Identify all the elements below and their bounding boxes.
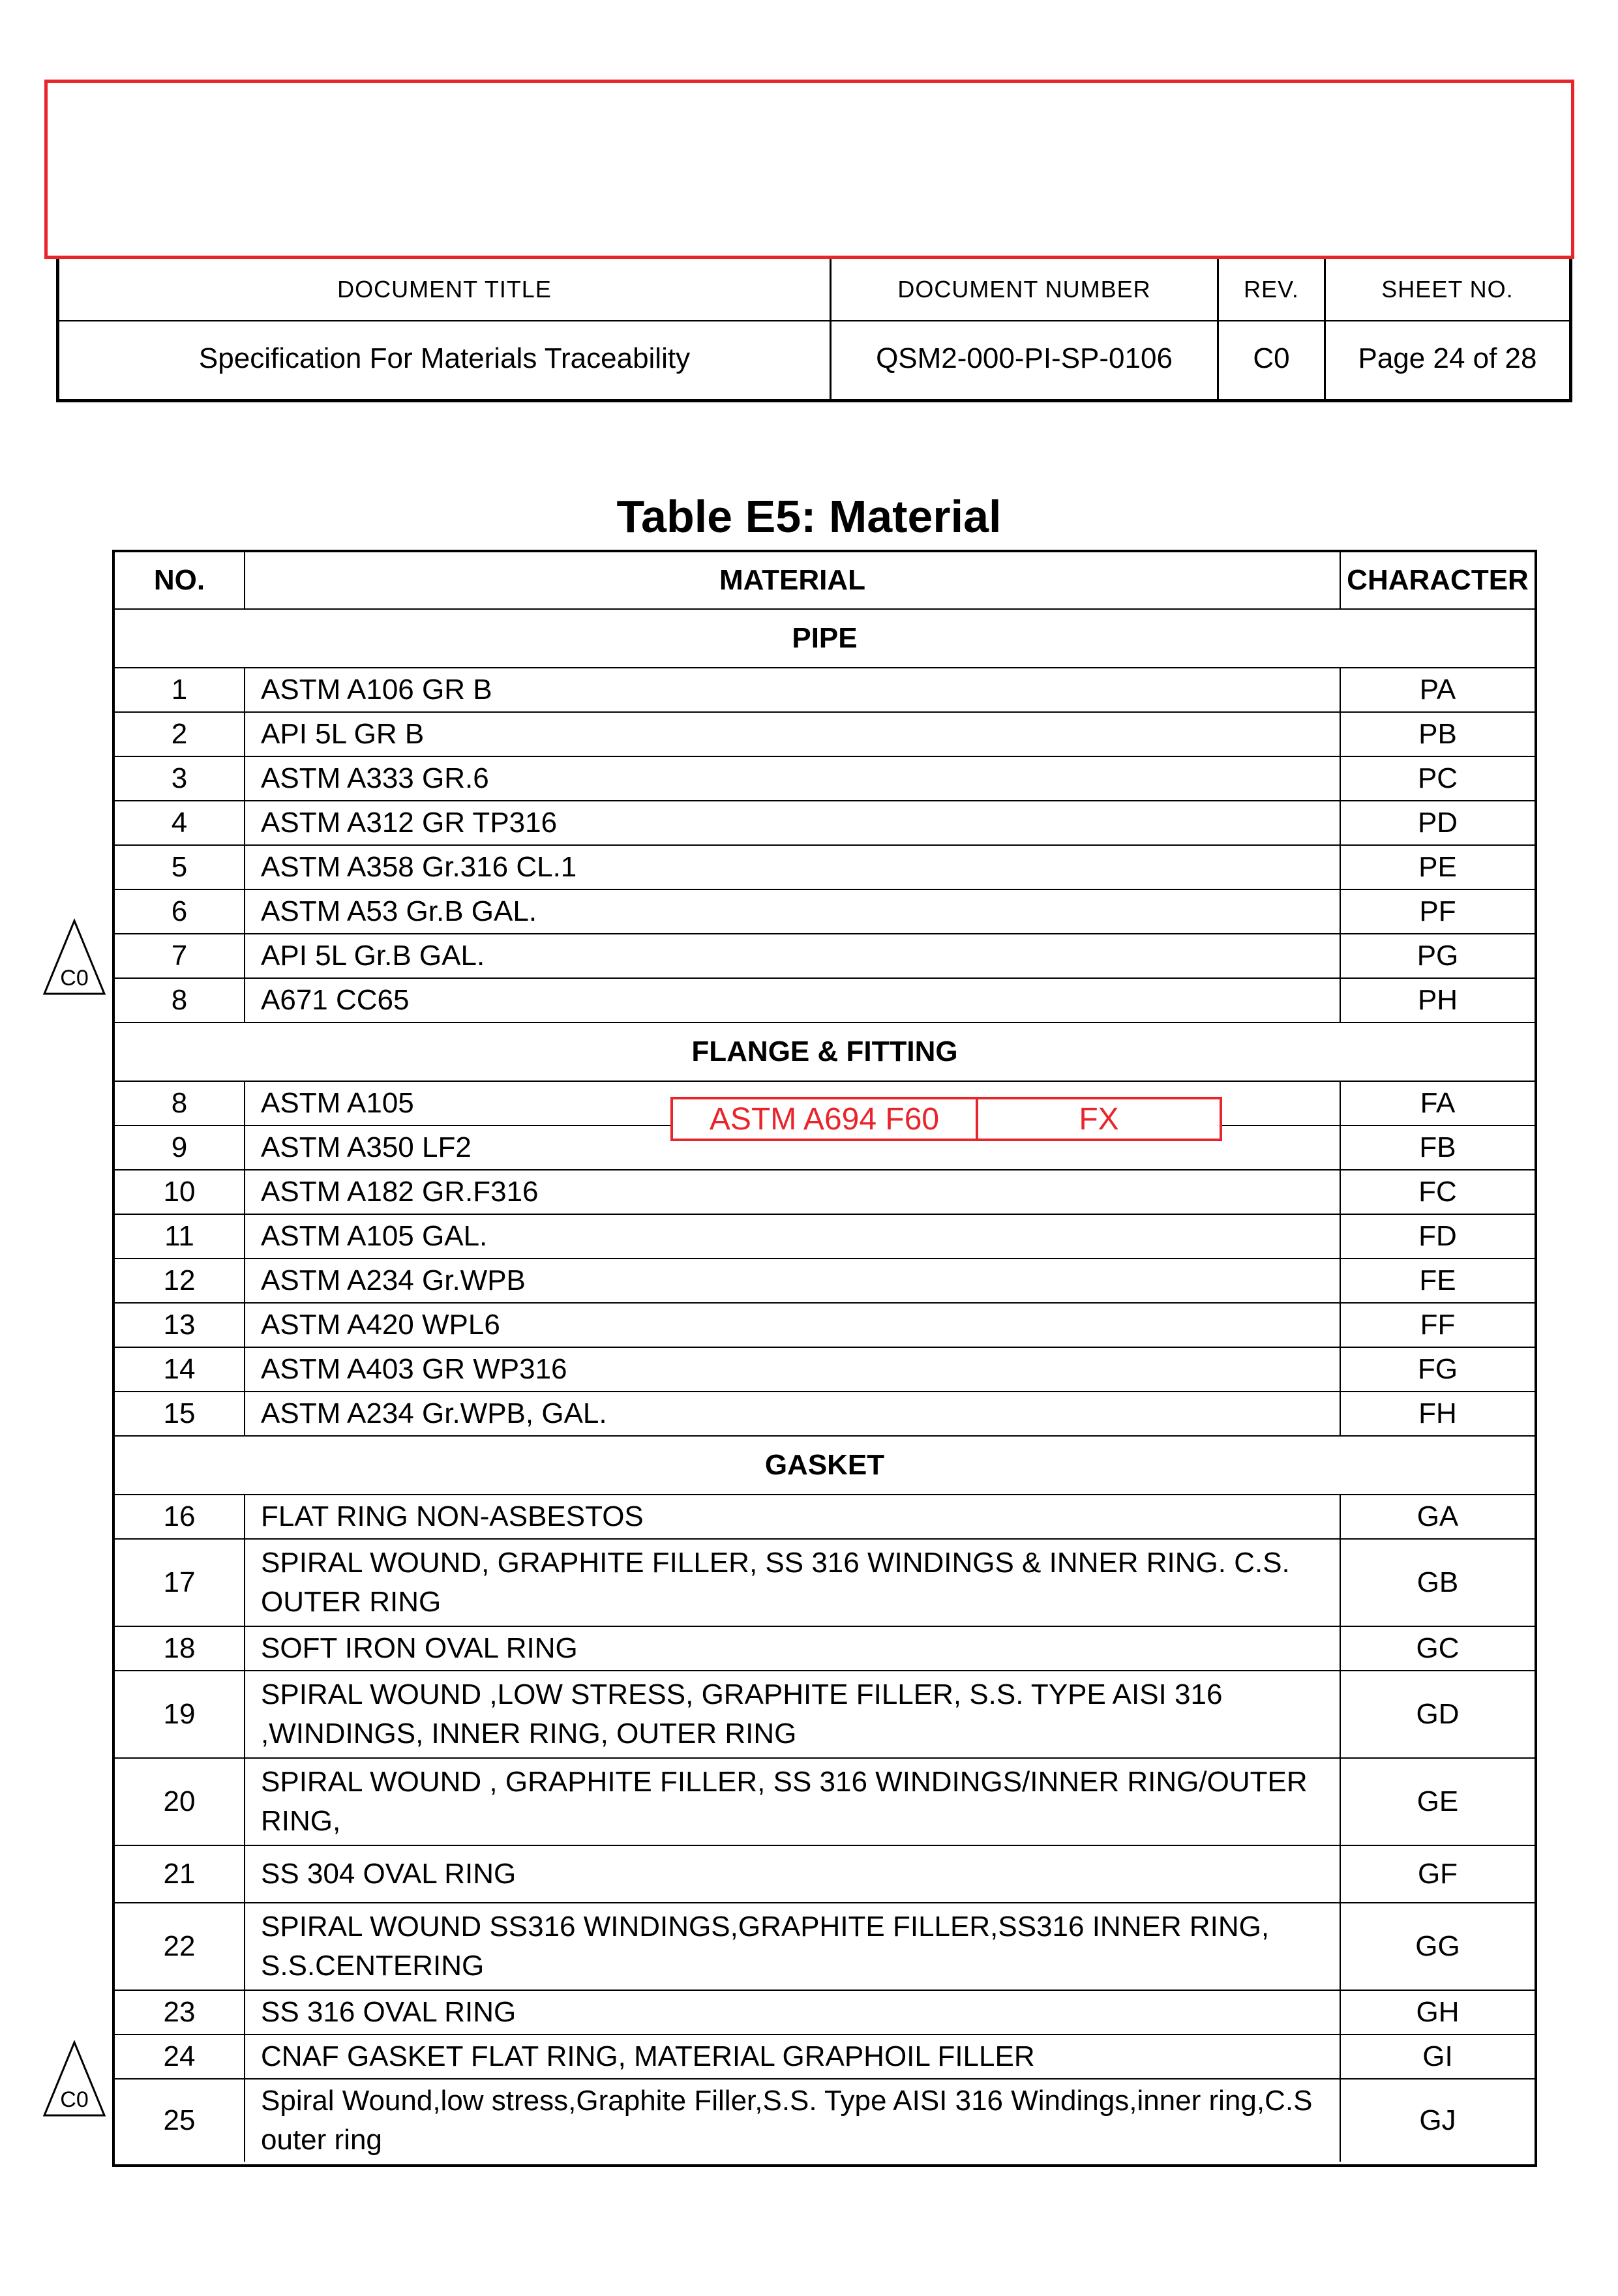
row-material: API 5L GR B	[245, 713, 1341, 756]
row-number: 22	[115, 1903, 245, 1990]
row-character: PB	[1418, 718, 1457, 750]
table-row	[115, 890, 1535, 934]
table-row	[115, 1495, 1535, 1540]
revision-mark: C0	[60, 2087, 89, 2112]
table-row	[115, 1170, 1535, 1215]
revision-triangle-icon	[42, 918, 107, 996]
row-number: 2	[115, 713, 245, 756]
row-character: FC	[1418, 1176, 1457, 1208]
table-row	[115, 1259, 1535, 1304]
section-header-row: PIPE	[115, 610, 1535, 668]
row-material: ASTM A312 GR TP316	[245, 801, 1341, 844]
row-material: ASTM A106 GR B	[245, 668, 1341, 711]
row-number: 13	[115, 1304, 245, 1347]
row-number: 10	[115, 1170, 245, 1214]
table-row	[115, 1903, 1535, 1991]
row-material: ASTM A105 GAL.	[245, 1215, 1341, 1258]
row-material: ASTM A350 LF2	[245, 1126, 1341, 1169]
row-number: 14	[115, 1348, 245, 1391]
row-character: GB	[1416, 1566, 1459, 1598]
row-character: FF	[1420, 1309, 1456, 1341]
table-row	[115, 1846, 1535, 1903]
table-title: Table E5: Material	[616, 491, 1002, 542]
row-number: 15	[115, 1392, 245, 1435]
row-material: FLAT RING NON-ASBESTOS	[245, 1495, 1341, 1538]
row-material: ASTM A403 GR WP316	[245, 1348, 1341, 1391]
header-red-frame	[44, 80, 1574, 259]
row-material: SS 316 OVAL RING	[245, 1991, 1341, 2034]
row-number: 12	[115, 1259, 245, 1302]
table-row	[115, 1671, 1535, 1759]
revision-triangle-icon	[42, 2040, 107, 2118]
table-row	[115, 757, 1535, 801]
row-number: 1	[115, 668, 245, 711]
row-number: 9	[115, 1126, 245, 1169]
row-number: 23	[115, 1991, 245, 2034]
table-row	[115, 1392, 1535, 1437]
row-character: FH	[1418, 1397, 1457, 1429]
column-header-material: MATERIAL	[245, 552, 1341, 608]
row-number: 3	[115, 757, 245, 800]
row-character: GC	[1416, 1632, 1460, 1664]
row-character: GE	[1416, 1785, 1459, 1817]
table-row	[115, 1991, 1535, 2035]
row-character: PH	[1417, 984, 1458, 1016]
row-character: PA	[1419, 674, 1456, 706]
table-row	[115, 2035, 1535, 2080]
row-material: ASTM A234 Gr.WPB, GAL.	[245, 1392, 1341, 1435]
table-row	[115, 1540, 1535, 1627]
row-character: GA	[1416, 1500, 1459, 1532]
row-character: GF	[1417, 1858, 1458, 1890]
row-number: 21	[115, 1846, 245, 1902]
row-number: 8	[115, 1082, 245, 1125]
row-character: GI	[1422, 2040, 1453, 2072]
row-material: ASTM A105	[245, 1082, 1341, 1125]
sheet-no-value: Page 24 of 28	[1358, 342, 1537, 374]
doc-title-value: Specification For Materials Traceability	[198, 342, 691, 374]
row-character: FB	[1419, 1131, 1456, 1163]
row-material: SS 304 OVAL RING	[245, 1846, 1341, 1902]
row-material: ASTM A53 Gr.B GAL.	[245, 890, 1341, 933]
table-row	[115, 1348, 1535, 1392]
table-row	[115, 801, 1535, 846]
table-row	[115, 934, 1535, 979]
row-number: 16	[115, 1495, 245, 1538]
row-number: 25	[115, 2080, 245, 2162]
row-number: 20	[115, 1759, 245, 1845]
row-material: SPIRAL WOUND ,LOW STRESS, GRAPHITE FILLER, S.S. TYPE AISI 316 ,WINDINGS, INNER RING, OUTER RING	[245, 1671, 1341, 1757]
row-material: CNAF GASKET FLAT RING, MATERIAL GRAPHOIL FILLER	[245, 2035, 1341, 2078]
row-material: ASTM A182 GR.F316	[245, 1170, 1341, 1214]
row-material: ASTM A420 WPL6	[245, 1304, 1341, 1347]
row-character: FG	[1417, 1353, 1458, 1385]
row-character: GG	[1415, 1930, 1460, 1962]
row-material: ASTM A333 GR.6	[245, 757, 1341, 800]
table-header-row	[115, 552, 1535, 610]
row-number: 6	[115, 890, 245, 933]
row-character: GH	[1416, 1996, 1460, 2028]
table-row	[115, 668, 1535, 713]
column-header-character: CHARACTER	[1347, 564, 1529, 596]
row-character: GD	[1416, 1698, 1460, 1730]
row-material: A671 CC65	[245, 979, 1341, 1022]
row-character: PC	[1417, 762, 1458, 794]
doc-number-value: QSM2-000-PI-SP-0106	[876, 342, 1173, 374]
table-row	[115, 713, 1535, 757]
annotation-character: FX	[976, 1097, 1222, 1141]
section-header-row: FLANGE & FITTING	[115, 1023, 1535, 1082]
row-character: FD	[1418, 1220, 1457, 1252]
rev-value: C0	[1253, 342, 1290, 374]
row-number: 11	[115, 1215, 245, 1258]
row-character: FA	[1420, 1087, 1456, 1119]
table-row	[115, 979, 1535, 1023]
row-character: PD	[1417, 807, 1458, 839]
row-number: 8	[115, 979, 245, 1022]
annotation-material: ASTM A694 F60	[670, 1097, 978, 1141]
doc-title-label: DOCUMENT TITLE	[337, 276, 552, 303]
row-character: PE	[1418, 851, 1457, 883]
document-header	[56, 259, 1572, 402]
row-character: GJ	[1419, 2104, 1456, 2136]
row-number: 5	[115, 846, 245, 889]
revision-mark: C0	[60, 966, 89, 991]
doc-number-label: DOCUMENT NUMBER	[897, 276, 1151, 303]
row-number: 19	[115, 1671, 245, 1757]
rev-label: REV.	[1244, 276, 1299, 303]
table-row	[115, 2080, 1535, 2162]
table-row	[115, 1215, 1535, 1259]
row-material: SPIRAL WOUND , GRAPHITE FILLER, SS 316 WINDINGS/INNER RING/OUTER RING,	[245, 1759, 1341, 1845]
table-row	[115, 1304, 1535, 1348]
table-row	[115, 846, 1535, 890]
table-row	[115, 1759, 1535, 1846]
row-material: ASTM A358 Gr.316 CL.1	[245, 846, 1341, 889]
material-table	[112, 550, 1537, 2167]
row-character: PF	[1419, 895, 1456, 927]
table-row	[115, 1627, 1535, 1671]
column-header-no: NO.	[115, 552, 245, 608]
row-character: FE	[1419, 1264, 1456, 1296]
row-material: Spiral Wound,low stress,Graphite Filler,S.S. Type AISI 316 Windings,inner ring,C.S outer ring	[245, 2080, 1341, 2162]
row-number: 17	[115, 1540, 245, 1626]
row-material: API 5L Gr.B GAL.	[245, 934, 1341, 977]
row-number: 4	[115, 801, 245, 844]
row-number: 24	[115, 2035, 245, 2078]
section-header-row: GASKET	[115, 1437, 1535, 1495]
sheet-no-label: SHEET NO.	[1381, 276, 1514, 303]
row-material: SPIRAL WOUND, GRAPHITE FILLER, SS 316 WINDINGS & INNER RING. C.S. OUTER RING	[245, 1540, 1341, 1626]
row-number: 7	[115, 934, 245, 977]
row-material: ASTM A234 Gr.WPB	[245, 1259, 1341, 1302]
row-character: PG	[1416, 940, 1459, 972]
row-material: SPIRAL WOUND SS316 WINDINGS,GRAPHITE FILLER,SS316 INNER RING, S.S.CENTERING	[245, 1903, 1341, 1990]
row-material: SOFT IRON OVAL RING	[245, 1627, 1341, 1670]
row-number: 18	[115, 1627, 245, 1670]
